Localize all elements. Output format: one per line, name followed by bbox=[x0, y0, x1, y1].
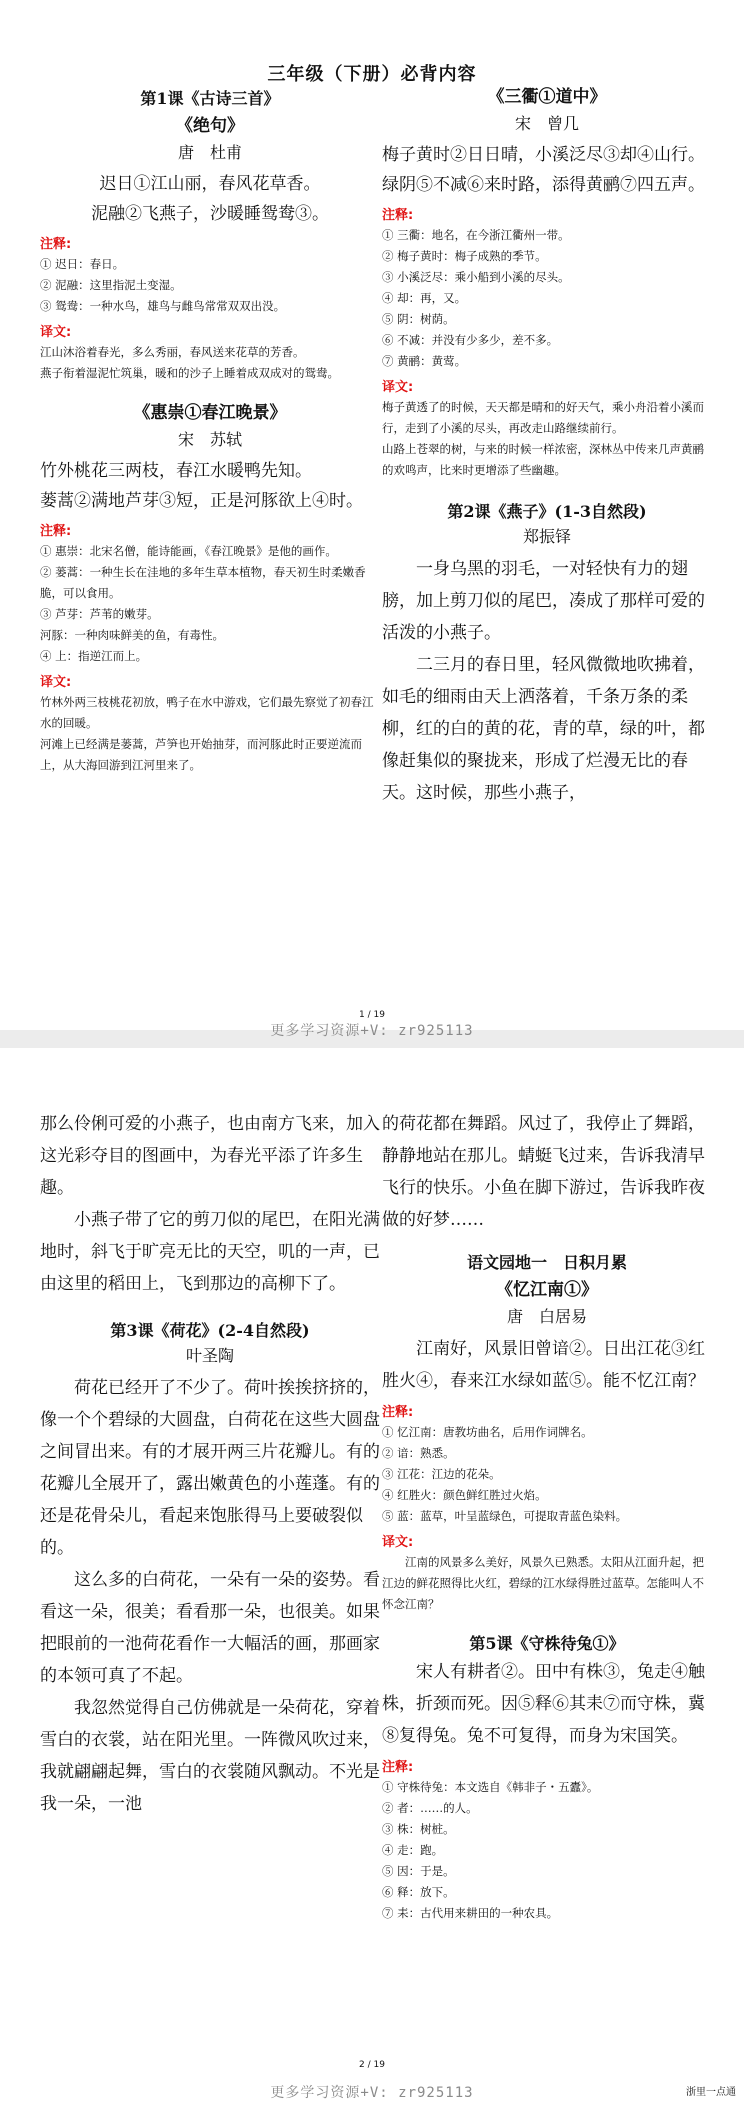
page2-right-column bbox=[382, 1108, 712, 1924]
note-item: ⑦ 耒：古代用来耕田的一种农具。 bbox=[382, 1906, 559, 1920]
translation-label: 译文: bbox=[382, 1535, 414, 1550]
note-item: ⑥ 释：放下。 bbox=[382, 1885, 455, 1899]
translation-paragraph: 梅子黄透了的时候，天天都是晴和的好天气，乘小舟沿着小溪而行，走到了小溪的尽头，再改走山路继续前行。 bbox=[382, 400, 704, 435]
poem-line: 蒌蒿②满地芦芽③短，正是河豚欲上④时。 bbox=[40, 491, 363, 511]
poem-huichong-author: 宋 苏轼 bbox=[177, 430, 242, 449]
note-item: ① 忆江南：唐教坊曲名，后用作词牌名。 bbox=[382, 1425, 593, 1439]
prose-paragraph: 二三月的春日里，轻风微微地吹拂着，如毛的细雨由天上洒落着，千条万条的柔柳，红的白的黄的花，青的草，绿的叶，都像赶集似的聚拢来，形成了烂漫无比的春天。这时候，那些小燕子， bbox=[382, 655, 705, 803]
poem-yijiangnan-title: 《忆江南①》 bbox=[496, 1280, 598, 1300]
notes-label: 注释: bbox=[40, 237, 72, 252]
notes-label: 注释: bbox=[382, 208, 414, 223]
note-item: ② 泥融：这里指泥土变湿。 bbox=[40, 278, 182, 292]
note-item: ① 惠崇：北宋名僧，能诗能画，《春江晚景》是他的画作。 bbox=[40, 544, 337, 558]
lesson-5-heading: 第5课《守株待兔①》 bbox=[469, 1634, 625, 1653]
note-item: ⑤ 因：于是。 bbox=[382, 1864, 455, 1878]
note-item: 河豚：一种肉味鲜美的鱼，有毒性。 bbox=[40, 628, 224, 642]
poem-yijiangnan-author: 唐 白居易 bbox=[506, 1307, 587, 1326]
page1-left-column bbox=[40, 80, 380, 776]
translation-paragraph: 江山沐浴着春光，多么秀丽，春风送来花草的芳香。 bbox=[40, 345, 305, 359]
note-item: ④ 红胜火：颜色鲜红胜过火焰。 bbox=[382, 1488, 547, 1502]
note-item: ⑤ 阴：树荫。 bbox=[382, 312, 455, 326]
notes-label: 注释: bbox=[382, 1405, 414, 1420]
document-title: 三年级（下册）必背内容 bbox=[267, 64, 477, 85]
note-item: ① 守株待兔：本文选自《韩非子・五蠹》。 bbox=[382, 1780, 599, 1794]
translation-paragraph: 江南的风景多么美好，风景久已熟悉。太阳从江面升起，把江边的鲜花照得比火红，碧绿的江水绿得胜过蓝草。怎能叫人不怀念江南？ bbox=[382, 1555, 704, 1611]
garden-section-heading: 语文园地一 日积月累 bbox=[466, 1253, 627, 1272]
note-item: ④ 却：再，又。 bbox=[382, 291, 467, 305]
note-item: ⑦ 黄鹂：黄莺。 bbox=[382, 354, 467, 368]
prose-paragraph: 我忽然觉得自己仿佛就是一朵荷花，穿着雪白的衣裳，站在阳光里。一阵微风吹过来，我就翩翩起舞，雪白的衣裳随风飘动。不光是我一朵，一池 bbox=[40, 1698, 380, 1814]
note-item: ④ 上：指逆江而上。 bbox=[40, 649, 148, 663]
notes-label: 注释: bbox=[40, 524, 72, 539]
document-page-1 bbox=[0, 0, 744, 1030]
translation-paragraph: 竹林外两三枝桃花初放，鸭子在水中游戏，它们最先察觉了初春江水的回暖。 bbox=[40, 695, 374, 730]
poem-line: 泥融②飞燕子，沙暖睡鸳鸯③。 bbox=[91, 204, 329, 224]
prose-paragraph: 小燕子带了它的剪刀似的尾巴，在阳光满地时，斜飞于旷亮无比的天空，叽的一声，已由这里的稻田上，飞到那边的高柳下了。 bbox=[40, 1210, 380, 1294]
note-item: ③ 株：树桩。 bbox=[382, 1822, 455, 1836]
note-item: ③ 鸳鸯：一种水鸟，雄鸟与雌鸟常常双双出没。 bbox=[40, 299, 286, 313]
note-item: ③ 小溪泛尽：乘小船到小溪的尽头。 bbox=[382, 270, 570, 284]
prose-paragraph: 一身乌黑的羽毛，一对轻快有力的翅膀，加上剪刀似的尾巴，凑成了那样可爱的活泼的小燕子。 bbox=[382, 559, 705, 643]
prose-paragraph: 宋人有耕者②。田中有株③，兔走④触株，折颈而死。因⑤释⑥其耒⑦而守株，冀⑧复得兔。兔不可复得，而身为宋国笑。 bbox=[382, 1662, 705, 1746]
note-item: ⑥ 不减：并没有少多少，差不多。 bbox=[382, 333, 559, 347]
poem-jueju-title: 《绝句》 bbox=[176, 116, 244, 136]
document-page-2 bbox=[0, 1048, 744, 2104]
prose-paragraph: 这么多的白荷花，一朵有一朵的姿势。看看这一朵，很美；看看那一朵，也很美。如果把眼前的一池荷花看作一大幅活的画，那画家的本领可真了不起。 bbox=[40, 1570, 380, 1686]
translation-paragraph: 燕子衔着湿泥忙筑巢，暖和的沙子上睡着成双成对的鸳鸯。 bbox=[40, 366, 339, 380]
prose-paragraph: 的荷花都在舞蹈。风过了，我停止了舞蹈，静静地站在那儿。蜻蜓飞过来，告诉我清早飞行的快乐。小鱼在脚下游过，告诉我昨夜做的好梦…… bbox=[382, 1114, 705, 1230]
lesson-2-author: 郑振铎 bbox=[522, 527, 571, 546]
page-number: 1 / 19 bbox=[359, 1010, 385, 1020]
translation-paragraph: 山路上苍翠的树，与来的时候一样浓密，深林丛中传来几声黄鹂的欢鸣声，比来时更增添了些幽趣。 bbox=[382, 442, 704, 477]
poem-line: 绿阴⑤不减⑥来时路，添得黄鹂⑦四五声。 bbox=[382, 175, 705, 195]
lesson-3-author: 叶圣陶 bbox=[185, 1346, 234, 1365]
note-item: ⑤ 蓝：蓝草，叶呈蓝绿色，可提取青蓝色染料。 bbox=[382, 1509, 628, 1523]
note-item: ② 蒌蒿：一种生长在洼地的多年生草本植物，春天初生时柔嫩香脆，可以食用。 bbox=[40, 565, 366, 600]
lesson-2-heading: 第2课《燕子》(1-3自然段) bbox=[447, 502, 647, 521]
lesson-1-heading: 第1课《古诗三首》 bbox=[140, 89, 280, 108]
poem-line: 竹外桃花三两枝，春江水暖鸭先知。 bbox=[40, 461, 312, 481]
translation-label: 译文: bbox=[382, 380, 414, 395]
translation-label: 译文: bbox=[40, 675, 72, 690]
prose-paragraph: 那么伶俐可爱的小燕子，也由南方飞来，加入这光彩夺目的图画中，为春光平添了许多生趣。 bbox=[40, 1114, 380, 1198]
watermark-text: 更多学习资源+V: zr925113 bbox=[270, 1023, 474, 1039]
poem-line: 江南好，风景旧曾谙②。日出江花③红胜火④，春来江水绿如蓝⑤。能不忆江南？ bbox=[382, 1339, 705, 1391]
poem-sanqu-author: 宋 曾几 bbox=[514, 114, 579, 133]
page-number: 2 / 19 bbox=[359, 2060, 385, 2070]
poem-huichong-title: 《惠崇①春江晚景》 bbox=[133, 403, 287, 423]
prose-paragraph: 荷花已经开了不少了。荷叶挨挨挤挤的，像一个个碧绿的大圆盘，白荷花在这些大圆盘之间冒出来。有的才展开两三片花瓣儿。有的花瓣儿全展开了，露出嫩黄色的小莲蓬。有的还是花骨朵儿，看起来饱胀得马上要破裂似的。 bbox=[40, 1378, 380, 1558]
corner-brand: 浙里一点通 bbox=[686, 2087, 736, 2098]
poem-line: 迟日①江山丽，春风花草香。 bbox=[99, 174, 321, 194]
note-item: ③ 芦芽：芦苇的嫩芽。 bbox=[40, 607, 159, 621]
note-item: ② 者：……的人。 bbox=[382, 1801, 478, 1815]
watermark-text: 更多学习资源+V: zr925113 bbox=[270, 2085, 474, 2101]
lesson-3-heading: 第3课《荷花》(2-4自然段) bbox=[110, 1321, 310, 1340]
poem-sanqu-title: 《三衢①道中》 bbox=[487, 87, 607, 107]
note-item: ③ 江花：江边的花朵。 bbox=[382, 1467, 501, 1481]
page2-left-column bbox=[40, 1108, 380, 1820]
note-item: ① 迟日：春日。 bbox=[40, 257, 125, 271]
note-item: ④ 走：跑。 bbox=[382, 1843, 444, 1857]
translation-paragraph: 河滩上已经满是蒌蒿，芦笋也开始抽芽，而河豚此时正要逆流而上，从大海回游到江河里来了。 bbox=[40, 737, 362, 772]
poem-line: 梅子黄时②日日晴，小溪泛尽③却④山行。 bbox=[382, 145, 705, 165]
poem-jueju-author: 唐 杜甫 bbox=[177, 143, 242, 162]
note-item: ① 三衢：地名，在今浙江衢州一带。 bbox=[382, 228, 570, 242]
translation-label: 译文: bbox=[40, 325, 72, 340]
page1-right-column bbox=[382, 80, 712, 809]
note-item: ② 梅子黄时：梅子成熟的季节。 bbox=[382, 249, 547, 263]
note-item: ② 谙：熟悉。 bbox=[382, 1446, 455, 1460]
notes-label: 注释: bbox=[382, 1760, 414, 1775]
